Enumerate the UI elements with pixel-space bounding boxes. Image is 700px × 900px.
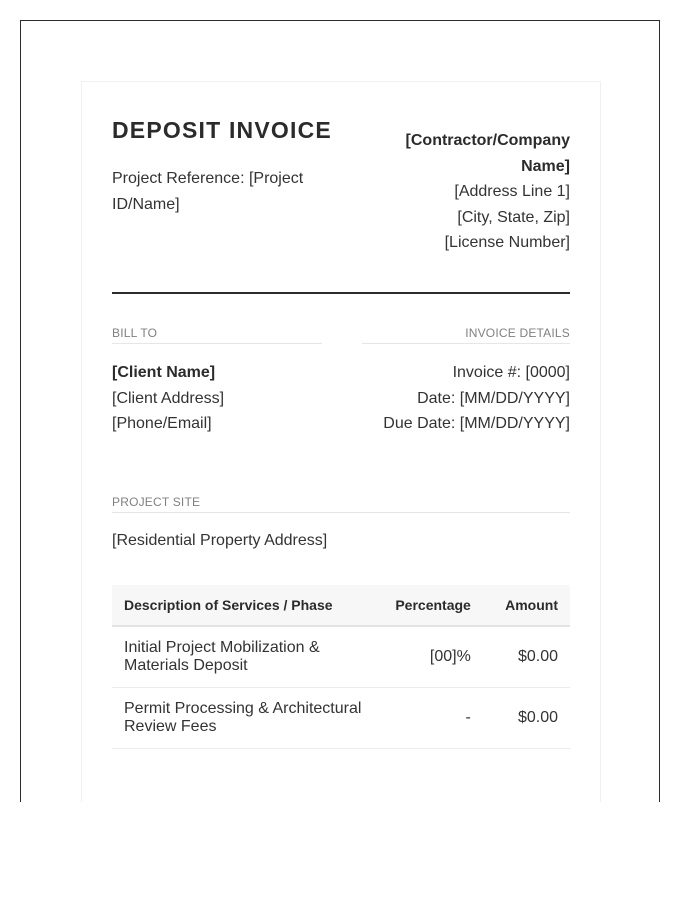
- project-site-rule: [112, 512, 570, 513]
- company-info: [390, 128, 570, 256]
- project-site-address: [Residential Property Address]: [112, 532, 328, 549]
- client-name: [Client Name]: [112, 364, 216, 381]
- company-address-line-1: [Address Line 1]: [454, 183, 570, 200]
- row-description: Initial Project Mobilization & Materials Deposit: [112, 626, 383, 688]
- project-reference: Project Reference: [Project ID/Name]: [112, 170, 304, 213]
- row-amount: $0.00: [483, 688, 570, 749]
- invoice-details-block: [350, 360, 570, 437]
- bill-to-block: [112, 360, 332, 437]
- table-row: [112, 626, 570, 688]
- row-percentage: -: [383, 688, 483, 749]
- invoice-details-rule: [362, 343, 570, 344]
- bill-to-rule: [112, 343, 322, 344]
- header-description: Description of Services / Phase: [112, 585, 383, 626]
- company-license: [License Number]: [444, 234, 570, 251]
- header-amount: Amount: [483, 585, 570, 626]
- invoice-due-date: Due Date: [MM/DD/YYYY]: [383, 415, 570, 432]
- invoice-date: Date: [MM/DD/YYYY]: [417, 389, 570, 407]
- client-contact: [Phone/Email]: [112, 415, 212, 432]
- invoice-number: Invoice #: [0000]: [452, 364, 570, 381]
- table-header-row: [112, 585, 570, 626]
- company-city-state-zip: [City, State, Zip]: [457, 208, 570, 226]
- table-row: [112, 688, 570, 749]
- company-name: [Contractor/Company Name]: [405, 132, 570, 175]
- invoice-details-label: INVOICE DETAILS: [465, 326, 570, 340]
- row-percentage: [00]%: [383, 626, 483, 688]
- project-site-label: PROJECT SITE: [112, 495, 201, 509]
- header-percentage: Percentage: [383, 585, 483, 626]
- bill-to-label: BILL TO: [112, 326, 158, 340]
- client-address: [Client Address]: [112, 389, 225, 407]
- invoice-title: DEPOSIT INVOICE: [112, 117, 332, 143]
- row-description: Permit Processing & Architectural Review Fees: [112, 688, 383, 749]
- services-table: [112, 585, 570, 749]
- row-amount: $0.00: [483, 626, 570, 688]
- header-divider: [112, 292, 570, 294]
